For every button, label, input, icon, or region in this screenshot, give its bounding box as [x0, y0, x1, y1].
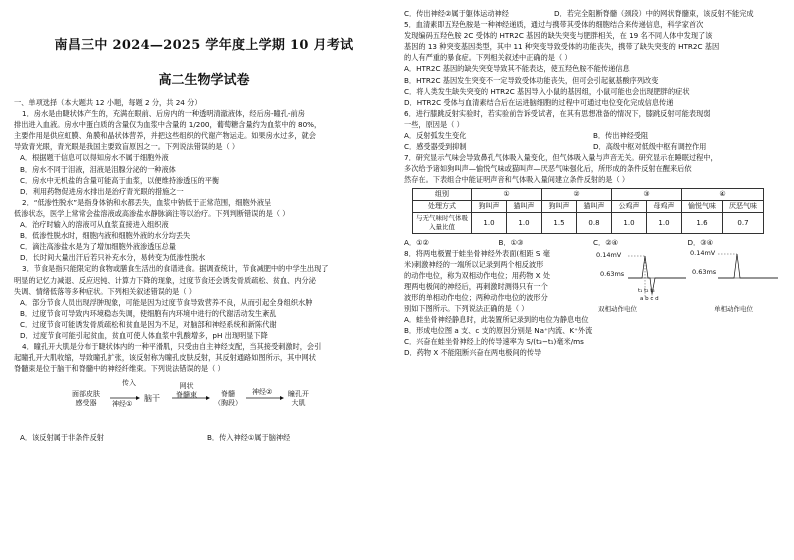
question-7	[404, 152, 782, 247]
exam-title: 南昌三中 2024—2025 学年度上学期 10 月考试	[54, 38, 354, 53]
q3-option-a: A．部分节食人员出现浮肿现象，可能是因为过度节食导致营养不良，从而引起全身组织水肿	[20, 297, 313, 307]
question-2	[14, 197, 394, 264]
action-potential-figure	[594, 248, 782, 314]
table-cell: 狗叫声	[542, 200, 577, 212]
q2-option-b: B．低渗性脱水时，细胞内液和细胞外液的水分均丢失	[20, 231, 191, 241]
q3-option-b: B．过度节食可导致内环境稳态失调，使细胞有内环境中进行的代谢活动发生紊乱	[20, 308, 277, 318]
q7-option-c: C．②④	[593, 237, 619, 247]
q6-option-a: A．反射弧发生变化	[404, 131, 467, 141]
q4-option-d: D．若完全阻断脊髓（颈段）中的网状脊髓束，该反射不能完成	[554, 9, 754, 18]
q6-option-d: D．高级中枢对低级中枢有调控作用	[593, 142, 707, 152]
q1-stem-line: 导致青光眼，青光眼是我国主要致盲原因之一。下列说法错误的是（ ）	[14, 142, 240, 152]
biphasic-time-marks: t₁ t₂ t₃	[638, 287, 655, 294]
reflex-pathway-diagram	[14, 374, 394, 432]
table-row	[413, 212, 764, 233]
q7-stem-line: 然存在。下表组合中能证明声音和气体吸入量间建立条件反射的是（ ）	[404, 175, 630, 185]
q3-option-d: D．过度节食可能引起贫血，贫血可使人体血浆中乳酸增多，pH 出现明显下降	[20, 330, 268, 340]
table-cell: 猫叫声	[507, 200, 542, 212]
q5-stem-line: 发现编码五羟色胺 2C 受体的 HTR2C 基因的缺失突变与肥胖相关，在 19 名不同人体中发现了该	[404, 31, 713, 41]
table-header-row	[413, 188, 764, 200]
q5-option-d: D．HTR2C 受体与血清素结合后在运进脑细胞的过程中可通过电位变化完成信息传递	[404, 97, 674, 107]
exam-subtitle: 高二生物学试卷	[158, 73, 250, 88]
biphasic-caption: 双相动作电位	[598, 304, 637, 313]
table-cell: 1.6	[682, 212, 723, 233]
q6-options-ab	[404, 130, 782, 141]
q6-option-c: C．感受器受到抑制	[404, 142, 467, 152]
monophasic-caption: 单相动作电位	[714, 304, 753, 313]
pathway-arrows	[14, 374, 394, 432]
reticulospinal-tract-label: 网状 脊髓束	[176, 382, 197, 400]
table-cell: 1.0	[647, 212, 682, 233]
q5-option-b: B．HTR2C 基因发生突变不一定导致受体功能丧失，但可会引起氨基酸序列改变	[404, 75, 659, 85]
q7-option-d: D．③④	[687, 237, 714, 247]
table-cell: 1.0	[472, 212, 507, 233]
q8-option-a: A．蛙坐骨神经静息时，此装置所记录到的电位为静息电位	[404, 315, 589, 325]
q6-stem-line: 6．进行膝跳反射实验时，若实验前告诉受试者，在其有思想准备的情况下，膝跳反射可能表现弱	[404, 108, 711, 118]
table-row	[413, 200, 764, 212]
question-5	[404, 19, 782, 108]
nerve-1-label: 神经①	[112, 400, 133, 409]
q4-option-a: A．该反射属于非条件反射	[20, 433, 104, 443]
q6-options-cd	[404, 141, 782, 152]
monophasic-time-label: 0.63ms	[692, 267, 717, 276]
q5-stem-line: 基因的 13 种突变基因类型，其中 11 种突变导致受体的功能丧失，携带了缺失突变的 HTR2C 基因	[404, 42, 720, 52]
q1-option-d: D．利用药物促进房水排出是治疗青光眼的措施之一	[20, 186, 184, 196]
table-cell: 1.5	[542, 212, 577, 233]
q3-stem-line: 明显的记忆力减退、反应迟钝、计算力下降的现象，过度节食还会诱发骨质疏松、贫血、内分泌	[14, 275, 316, 285]
monophasic-amplitude-label: 0.14mV	[690, 248, 716, 257]
q8-option-d: D．药物 X 不能阻断兴奋在两电极间的传导	[404, 348, 542, 358]
q8-stem-line: 米)刺激神经的一端所以记录到两个相反波形	[404, 259, 544, 269]
q7-options	[404, 237, 782, 248]
table-cell: 厌恶气味	[723, 200, 764, 212]
q1-stem-line: 排出进入血液。房水中蛋白质的含量仅为血浆中含量的 1/200，葡萄糖含量约为血浆中的 80%，	[14, 120, 322, 130]
q7-stem-line: 多次给予诸如狗叫声—愉悦气味或猫叫声—厌恶气味强化后，所形成的条件反射在醒来后依	[404, 164, 692, 174]
skin-receptor-label: 面部皮肤 感受器	[72, 390, 100, 408]
question-8	[404, 248, 782, 359]
q3-option-c: C．过度节食可能诱发骨质疏松和贫血是因为不足，对脑部和神经系统和新陈代谢	[20, 319, 277, 329]
right-column	[404, 8, 782, 359]
q5-stem-line: 5．血清素即五羟色胺是一种神经递质，通过与携带其受体的细胞结合来传递信息，科学家首次	[404, 20, 704, 30]
table-cell: 0.7	[723, 212, 764, 233]
q7-stem-line: 7．研究显示气味会导致鼻孔气体吸入量变化，但气体吸入量与声音无关。研究显示在睡眠过程中，	[404, 153, 718, 163]
q7-data-table	[412, 188, 764, 234]
table-cell: ④	[682, 188, 764, 200]
q5-stem-line: 的人有严重的暴食症。下列相关叙述中正确的是（ ）	[404, 53, 572, 63]
q3-stem-line: 失调、情绪低落等多种症状。下列相关叙述错误的是（ ）	[14, 286, 196, 296]
table-cell: ②	[542, 188, 612, 200]
question-1	[14, 108, 394, 197]
table-cell: 1.0	[507, 212, 542, 233]
q8-option-c: C．兴奋在蛙坐骨神经上的传导速率为 S/(t₃−t₁)毫米/ms	[404, 337, 584, 347]
q7-option-b: B．①③	[498, 237, 524, 247]
table-cell: ①	[472, 188, 542, 200]
q5-option-a: A．HTR2C 基因的缺失突变导致其不能表达，使五羟色胺不能传递信息	[404, 64, 630, 74]
q1-option-c: C．房水中无机盐的含量可能高于血浆，以便维持渗透压的平衡	[20, 175, 220, 185]
q7-option-a: A．①②	[404, 237, 429, 247]
table-cell: ③	[612, 188, 682, 200]
q4-option-c: C．传出神经②属于躯体运动神经	[404, 9, 509, 18]
biphasic-segment-labels: a b c d	[640, 295, 659, 302]
q3-stem-line: 3．节食是指只能限定的食物或膳食生活出的食谱进食。据调查统计，节食减肥中的中学生出现了	[22, 264, 329, 274]
q8-stem-line: 波形的单相动作电位；两种动作电位的波形分	[404, 292, 548, 302]
dilator-muscle-label: 瞳孔开 大肌	[288, 390, 309, 408]
q1-option-b: B．房水不同于泪液，泪液是泪腺分泌的一种液体	[20, 164, 176, 174]
table-cell: 0.8	[577, 212, 612, 233]
table-cell: 公鸡声	[612, 200, 647, 212]
q5-option-c: C．将人类发生缺失突变的 HTR2C 基因导入小鼠的基因组，小鼠可能也会出现肥胖的症状	[404, 86, 690, 96]
q2-option-c: C．滴注高渗盐水是为了增加细胞外液渗透压总量	[20, 242, 176, 252]
q8-stem-line: 理两电极间的神经后，再刺激时测得只有一个	[404, 281, 548, 291]
afferent-label: 传入	[122, 379, 136, 388]
q8-stem-line: 8．将两电极置于蛙坐骨神经外表面(相距 S 毫	[404, 248, 550, 258]
q6-option-b: B．传出神经受阻	[593, 131, 649, 141]
table-cell: 1.0	[612, 212, 647, 233]
question-3	[14, 263, 394, 341]
q8-stem-line: 别如下图所示。下列说法正确的是（ ）	[404, 304, 529, 314]
q8-stem-with-figure	[404, 248, 782, 315]
q2-stem-line: 2．“低渗性脱水”是指身体钠和水都丢失，血浆中钠低于正常范围，细胞外液呈	[22, 197, 272, 207]
left-column	[14, 8, 394, 443]
q4-stem-line: 脊髓束是位于脑干和脊髓中的神经纤维束。下列说法错误的是（ ）	[14, 364, 225, 374]
section-heading: 一、单项选择（本大题共 12 小题，每题 2 分，共 24 分）	[14, 98, 202, 107]
table-cell: 母鸡声	[647, 200, 682, 212]
q4-options-ab	[14, 432, 394, 443]
q4-stem-line: 起瞳孔开大肌收缩，导致瞳孔扩张，该反射称为瞳孔皮肤反射，其反射通路如图所示，其中网状	[14, 353, 316, 363]
q8-stem	[404, 248, 594, 315]
q2-option-a: A．治疗时输入的溶液可从血浆直接进入组织液	[20, 220, 169, 230]
biphasic-amplitude-label: 0.14mV	[596, 250, 622, 259]
table-cell: 组别	[413, 188, 472, 200]
table-cell: 猫叫声	[577, 200, 612, 212]
biphasic-time-label: 0.63ms	[600, 269, 625, 278]
q8-option-b: B．形成电位图 a 支、c 支的原因分别是 Na⁺内流、K⁺外流	[404, 326, 593, 336]
table-cell: 与无气味时气体吸入量比值	[413, 212, 472, 233]
q8-stem-line: 的动作电位，称为双相动作电位；用药物 X 处	[404, 270, 551, 280]
question-6	[404, 108, 782, 152]
nerve-2-label: 神经②	[252, 388, 273, 397]
q4-options-cd	[404, 8, 782, 19]
q1-stem-line: 主要作用是供应虹膜、角膜和晶状体营养，并把这些组织的代谢产物运走。如果房水过多，就会	[14, 131, 316, 141]
question-4	[14, 341, 394, 443]
q4-stem-line: 4．瞳孔开大肌是分布于睫状体内的一种平滑肌，只受由自主神经支配，当其接受刺激时，会引	[22, 342, 322, 352]
brainstem-label: 脑干	[144, 394, 160, 404]
q6-stem-line: 一些，原因是（ ）	[404, 119, 464, 129]
table-cell: 处理方式	[413, 200, 472, 212]
q2-option-d: D．长时间大量出汗后若只补充水分，易转变为低渗性脱水	[20, 253, 206, 263]
table-cell: 狗叫声	[472, 200, 507, 212]
spinal-cord-label: 脊髓 （胸段）	[214, 390, 242, 408]
table-cell: 愉悦气味	[682, 200, 723, 212]
q1-stem-line: 1．房水是由睫状体产生的，充满在眼前、后房内的一种透明清澈液体，经后房-瞳孔-前房	[22, 109, 305, 119]
q1-option-a: A．根据题干信息可以得知房水不属于细胞外液	[20, 153, 169, 163]
q2-stem-line: 低渗状态，医学上常常会盐溶液或高渗盐水静脉滴注等以治疗。下列判断错误的是（ ）	[14, 208, 290, 218]
q4-option-b: B．传入神经①属于脑神经	[207, 433, 291, 443]
